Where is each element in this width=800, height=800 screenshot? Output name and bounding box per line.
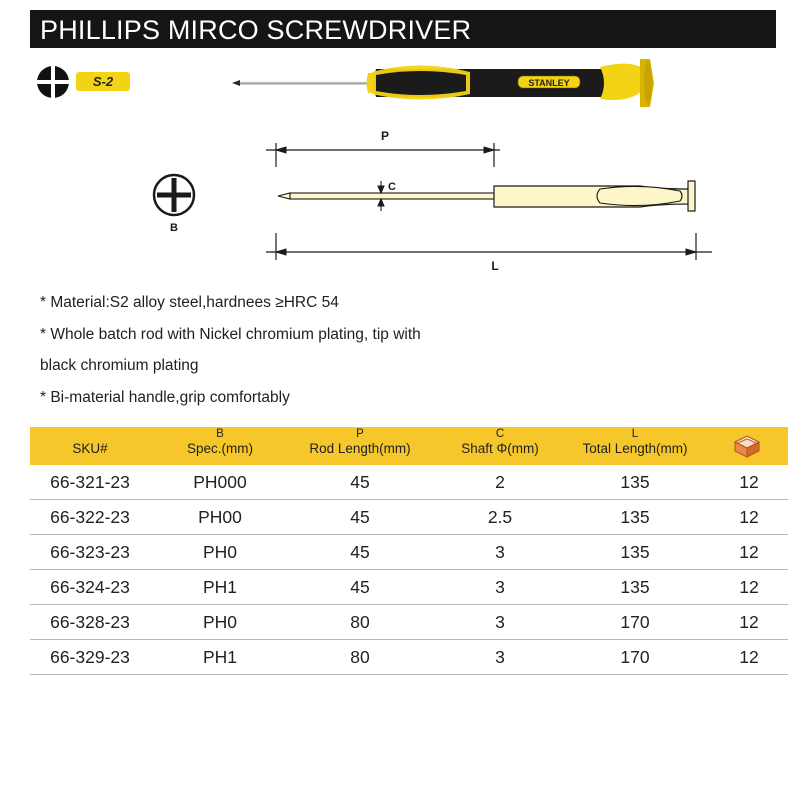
cell-spec: PH0 bbox=[202, 612, 238, 632]
cell-sku: 66-324-23 bbox=[50, 577, 130, 597]
feature-item: * Whole batch rod with Nickel chromium plating, tip with bbox=[40, 325, 421, 343]
dimension-b-label: B bbox=[170, 222, 178, 234]
cell-shaft: 3 bbox=[495, 542, 505, 562]
table-row bbox=[30, 535, 788, 570]
cell-total-length: 135 bbox=[620, 507, 650, 527]
cell-total-length: 135 bbox=[620, 577, 650, 597]
table-row bbox=[30, 465, 788, 500]
header-pack-qty bbox=[710, 427, 788, 465]
cell-spec: PH000 bbox=[193, 472, 247, 492]
cell-sku: 66-323-23 bbox=[50, 542, 130, 562]
cell-rod-length: 45 bbox=[350, 472, 370, 492]
header-total-length: L Total Length(mm) bbox=[582, 428, 688, 456]
cell-pack-qty: 12 bbox=[739, 612, 759, 632]
cell-rod-length: 45 bbox=[350, 542, 370, 562]
cell-total-length: 135 bbox=[620, 472, 650, 492]
feature-item: * Bi-material handle,grip comfortably bbox=[40, 388, 290, 406]
table-row bbox=[30, 605, 788, 640]
feature-item: black chromium plating bbox=[40, 357, 199, 374]
cell-shaft: 2.5 bbox=[487, 507, 513, 527]
table-header bbox=[30, 427, 788, 465]
cell-pack-qty: 12 bbox=[739, 542, 759, 562]
feature-item: * Material:S2 alloy steel,hardnees ≥HRC 54 bbox=[40, 294, 339, 311]
cell-spec: PH1 bbox=[202, 647, 238, 667]
cell-sku: 66-322-23 bbox=[50, 507, 130, 527]
table-body bbox=[30, 465, 788, 675]
s2-badge bbox=[76, 72, 130, 91]
cell-total-length: 170 bbox=[620, 612, 650, 632]
cell-spec: PH1 bbox=[202, 577, 238, 597]
cell-shaft: 3 bbox=[495, 612, 505, 632]
cell-rod-length: 45 bbox=[350, 577, 370, 597]
cell-pack-qty: 12 bbox=[739, 472, 759, 492]
title-bar bbox=[30, 10, 776, 48]
dimension-c-label: C bbox=[388, 181, 396, 193]
table-row bbox=[30, 500, 788, 535]
phillips-cross-icon bbox=[154, 175, 194, 215]
cell-total-length: 170 bbox=[620, 647, 650, 667]
cell-sku: 66-329-23 bbox=[50, 647, 130, 667]
cell-shaft: 3 bbox=[495, 577, 505, 597]
carton-box-icon bbox=[732, 433, 762, 459]
screwdriver-photo bbox=[232, 59, 654, 107]
cell-spec: PH0 bbox=[202, 542, 238, 562]
phillips-tip-icon bbox=[36, 65, 70, 99]
cell-shaft: 2 bbox=[495, 472, 505, 492]
cell-rod-length: 45 bbox=[350, 507, 370, 527]
stanley-logo: STANLEY bbox=[528, 78, 570, 88]
cell-shaft: 3 bbox=[495, 647, 505, 667]
cell-total-length: 135 bbox=[620, 542, 650, 562]
table-row bbox=[30, 640, 788, 675]
cell-pack-qty: 12 bbox=[739, 507, 759, 527]
spec-table bbox=[30, 427, 788, 675]
cell-rod-length: 80 bbox=[350, 612, 370, 632]
cell-rod-length: 80 bbox=[350, 647, 370, 667]
dimension-p-label: P bbox=[380, 129, 390, 143]
dimension-drawing bbox=[266, 143, 712, 260]
page-title: PHILLIPS MIRCO SCREWDRIVER bbox=[40, 15, 472, 45]
cell-spec: PH00 bbox=[198, 507, 242, 527]
table-row bbox=[30, 570, 788, 605]
header-spec: B Spec.(mm) bbox=[186, 428, 253, 456]
header-sku: SKU# bbox=[72, 441, 108, 456]
header-shaft-diameter: C Shaft Φ(mm) bbox=[461, 428, 539, 456]
cell-pack-qty: 12 bbox=[739, 647, 759, 667]
dimension-l-label: L bbox=[491, 259, 499, 273]
s2-badge-label: S-2 bbox=[92, 74, 114, 89]
cell-pack-qty: 12 bbox=[739, 577, 759, 597]
cell-sku: 66-328-23 bbox=[50, 612, 130, 632]
feature-list bbox=[40, 292, 760, 418]
header-rod-length: P Rod Length(mm) bbox=[309, 428, 411, 456]
product-illustration bbox=[0, 55, 800, 285]
cell-sku: 66-321-23 bbox=[50, 472, 130, 492]
